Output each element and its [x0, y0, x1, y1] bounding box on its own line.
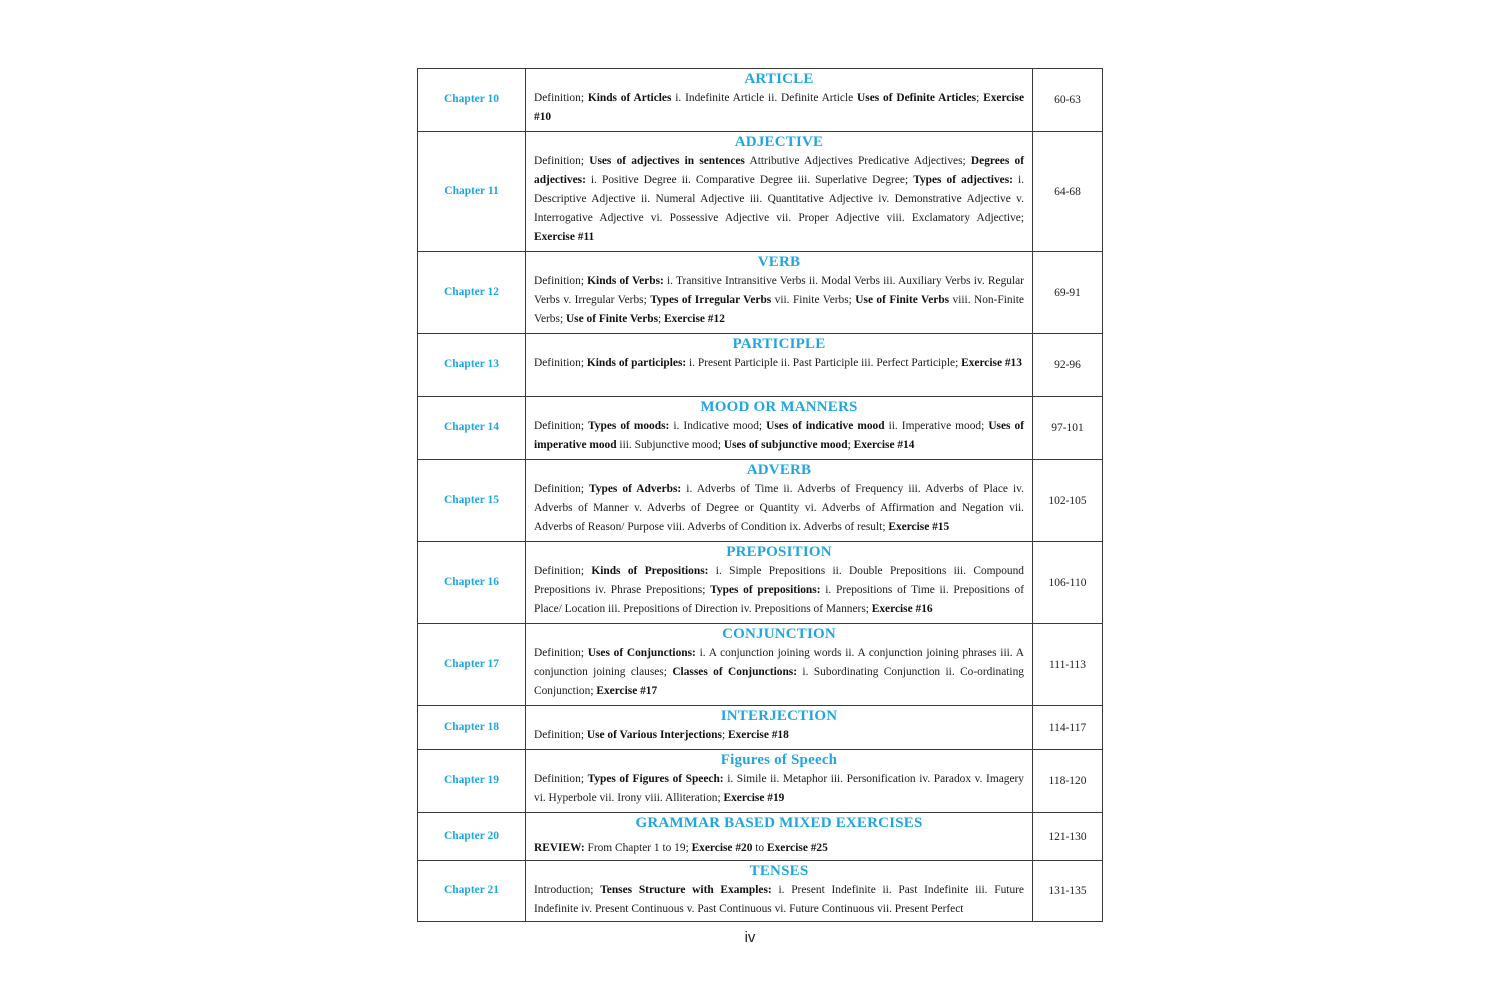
page-range: 92-96	[1033, 334, 1103, 397]
chapter-content	[526, 69, 1033, 132]
chapter-label: Chapter 13	[418, 334, 526, 397]
topic-heading: Uses of imperative mood	[534, 420, 1025, 451]
topic-text: ;	[721, 729, 728, 741]
topic-heading: Types of Irregular Verbs	[650, 294, 772, 306]
topic-text: From Chapter 1 to 19;	[584, 842, 692, 854]
toc-row	[418, 397, 1103, 460]
topic-heading: Classes of Conjunctions:	[672, 666, 798, 678]
topic-heading: Kinds of Prepositions:	[591, 565, 709, 577]
chapter-description	[534, 89, 1024, 128]
chapter-title: Figures of Speech	[720, 752, 838, 768]
chapter-description	[534, 354, 1024, 374]
toc-row	[418, 69, 1103, 132]
chapter-title: PARTICIPLE	[732, 336, 826, 352]
chapter-description	[534, 770, 1024, 809]
chapter-title: ADJECTIVE	[734, 134, 824, 150]
topic-heading: Exercise #15	[888, 521, 950, 533]
topic-text: Definition;	[534, 357, 587, 369]
chapter-label: Chapter 21	[418, 861, 526, 922]
topic-heading: Exercise #18	[727, 729, 789, 741]
topic-heading: Exercise #12	[664, 313, 725, 325]
page-range: 60-63	[1033, 69, 1103, 132]
chapter-label: Chapter 14	[418, 397, 526, 460]
topic-text: i. Descriptive Adjective ii. Numeral Adjective iii. Quantitative Adjective iv. Demonstrative Adjective v. Interrogative Adjective vi. Possessive Adjective vii. Proper Adjective viii. Exclamatory Adjective;	[534, 174, 1025, 224]
toc-row	[418, 813, 1103, 861]
topic-text: i. Prepositions of Time ii. Prepositions of Place/ Location iii. Prepositions of Direction iv. Prepositions of Manners;	[534, 584, 1024, 615]
chapter-description	[534, 562, 1024, 620]
topic-text: ;	[658, 313, 665, 325]
chapter-content	[526, 397, 1033, 460]
chapter-title: ADVERB	[746, 462, 812, 478]
chapter-label: Chapter 17	[418, 624, 526, 706]
page-range: 106-110	[1033, 542, 1103, 624]
topic-text: Introduction;	[534, 884, 601, 896]
topic-text: i. Transitive Intransitive Verbs ii. Modal Verbs iii. Auxiliary Verbs iv. Regular Verbs v. Irregular Verbs;	[534, 275, 1024, 306]
topic-text: i. Indicative mood;	[669, 420, 767, 432]
page-range: 102-105	[1033, 460, 1103, 542]
topic-text: Definition;	[534, 92, 588, 104]
chapter-content	[526, 542, 1033, 624]
chapter-title: ARTICLE	[744, 71, 814, 87]
topic-text: Definition;	[534, 647, 588, 659]
chapter-content	[526, 706, 1033, 750]
toc-row	[418, 706, 1103, 750]
chapter-label: Chapter 15	[418, 460, 526, 542]
topic-text: i. A conjunction joining words ii. A conjunction joining phrases iii. A conjunction joining clauses;	[534, 647, 1024, 678]
page-number: iv	[744, 929, 756, 946]
topic-heading: Kinds of participles:	[586, 357, 687, 369]
chapter-label: Chapter 12	[418, 252, 526, 334]
chapter-content	[526, 750, 1033, 813]
topic-heading: Degrees of adjectives:	[534, 155, 1024, 186]
topic-text: ;	[847, 439, 854, 451]
chapter-title: VERB	[757, 254, 801, 270]
topic-text: i. Indefinite Article ii. Definite Article	[671, 92, 858, 104]
topic-heading: Exercise #11	[534, 231, 595, 243]
topic-text: viii. Non-Finite Verbs;	[534, 294, 1024, 325]
page-range: 111-113	[1033, 624, 1103, 706]
chapter-description	[534, 417, 1024, 456]
toc-row	[418, 624, 1103, 706]
topic-heading: Exercise #13	[961, 357, 1022, 369]
topic-heading: Use of Finite Verbs	[855, 294, 950, 306]
topic-text: i. Subordinating Conjunction ii. Co-ordinating Conjunction;	[534, 666, 1024, 697]
toc-row	[418, 542, 1103, 624]
topic-text: i. Adverbs of Time ii. Adverbs of Frequency iii. Adverbs of Place iv. Adverbs of Manner v. Adverbs of Degree or Quantity vi. Adverbs of Affirmation and Negation vii. Adverbs of Reason/ Purpose viii. Adverbs of Condition ix. Adverbs of result;	[534, 483, 1024, 533]
chapter-content	[526, 624, 1033, 706]
chapter-title: INTERJECTION	[720, 708, 838, 724]
chapter-description	[534, 644, 1024, 702]
topic-text: Definition;	[534, 275, 588, 287]
topic-heading: Exercise #16	[871, 603, 933, 615]
topic-heading: Uses of adjectives in sentences	[589, 155, 745, 167]
topic-heading: Exercise #20	[691, 842, 753, 854]
chapter-content	[526, 813, 1033, 861]
page-range: 97-101	[1033, 397, 1103, 460]
topic-heading: Exercise #19	[723, 792, 785, 804]
chapter-description	[534, 272, 1024, 330]
chapter-label: Chapter 18	[418, 706, 526, 750]
topic-text: i. Simple Prepositions ii. Double Prepositions iii. Compound Prepositions iv. Phrase Prepositions;	[534, 565, 1024, 596]
topic-text: iii. Subjunctive mood;	[616, 439, 724, 451]
topic-heading: Uses of indicative mood	[766, 420, 885, 432]
topic-heading: Exercise #10	[534, 92, 1025, 123]
chapter-content	[526, 132, 1033, 252]
topic-heading: Kinds of Verbs:	[587, 275, 664, 287]
topic-text: ;	[976, 92, 984, 104]
topic-heading: REVIEW:	[534, 842, 585, 854]
chapter-label: Chapter 11	[418, 132, 526, 252]
topic-heading: Types of moods:	[588, 420, 670, 432]
topic-text: vii. Finite Verbs;	[771, 294, 856, 306]
chapter-title: PREPOSITION	[726, 544, 832, 560]
topic-heading: Types of prepositions:	[710, 584, 821, 596]
topic-heading: Uses of subjunctive mood	[723, 439, 848, 451]
topic-text: i. Positive Degree ii. Comparative Degree iii. Superlative Degree;	[585, 174, 914, 186]
topic-heading: Exercise #17	[596, 685, 658, 697]
chapter-content	[526, 460, 1033, 542]
chapter-title: TENSES	[749, 863, 809, 879]
topic-heading: Uses of Conjunctions:	[587, 647, 696, 659]
chapter-content	[526, 252, 1033, 334]
topic-heading: Types of Adverbs:	[589, 483, 682, 495]
toc-row	[418, 252, 1103, 334]
topic-heading: Use of Finite Verbs	[565, 313, 659, 325]
chapter-title: CONJUNCTION	[722, 626, 836, 642]
topic-text: Definition;	[534, 420, 589, 432]
toc-row	[418, 861, 1103, 922]
topic-text: Definition;	[534, 729, 587, 741]
page-range: 64-68	[1033, 132, 1103, 252]
topic-text: Definition;	[534, 565, 592, 577]
page-range: 131-135	[1033, 861, 1103, 922]
chapter-description	[534, 726, 1024, 746]
chapter-description	[534, 152, 1024, 248]
topic-text: Definition;	[534, 483, 590, 495]
topic-heading: Use of Various Interjections	[586, 729, 722, 741]
chapter-title: GRAMMAR BASED MIXED EXERCISES	[635, 815, 923, 831]
topic-heading: Kinds of Articles	[587, 92, 672, 104]
chapter-label: Chapter 20	[418, 813, 526, 861]
page-range: 114-117	[1033, 706, 1103, 750]
topic-heading: Tenses Structure with Examples:	[600, 884, 772, 896]
topic-heading: Exercise #14	[853, 439, 915, 451]
chapter-content	[526, 334, 1033, 397]
chapter-description	[534, 881, 1024, 920]
chapter-description	[534, 480, 1024, 538]
topic-text: Attributive Adjectives Predicative Adjectives;	[744, 155, 971, 167]
chapter-description	[534, 833, 1024, 859]
table-of-contents	[417, 68, 1103, 922]
chapter-title: MOOD OR MANNERS	[700, 399, 858, 415]
toc-row	[418, 334, 1103, 397]
topic-text: ii. Imperative mood;	[884, 420, 989, 432]
page-range: 69-91	[1033, 252, 1103, 334]
chapter-label: Chapter 19	[418, 750, 526, 813]
topic-text: i. Simile ii. Metaphor iii. Personification iv. Paradox v. Imagery vi. Hyperbole vii. Irony viii. Alliteration;	[534, 773, 1024, 804]
topic-text: i. Present Indefinite ii. Past Indefinite iii. Future Indefinite iv. Present Continuous v. Past Continuous vi. Future Continuous vii. Present Perfect	[534, 884, 1024, 915]
topic-text: to	[752, 842, 767, 854]
page-range: 121-130	[1033, 813, 1103, 861]
chapter-label: Chapter 16	[418, 542, 526, 624]
chapter-label: Chapter 10	[418, 69, 526, 132]
topic-text: i. Present Participle ii. Past Participle iii. Perfect Participle;	[686, 357, 962, 369]
topic-heading: Exercise #25	[766, 842, 828, 854]
toc-row	[418, 460, 1103, 542]
chapter-content	[526, 861, 1033, 922]
topic-heading: Uses of Definite Articles	[857, 92, 977, 104]
topic-heading: Types of adjectives:	[913, 174, 1013, 186]
topic-heading: Types of Figures of Speech:	[587, 773, 724, 785]
toc-row	[418, 132, 1103, 252]
toc-row	[418, 750, 1103, 813]
page-range: 118-120	[1033, 750, 1103, 813]
topic-text: Definition;	[534, 155, 590, 167]
topic-text: Definition;	[534, 773, 588, 785]
